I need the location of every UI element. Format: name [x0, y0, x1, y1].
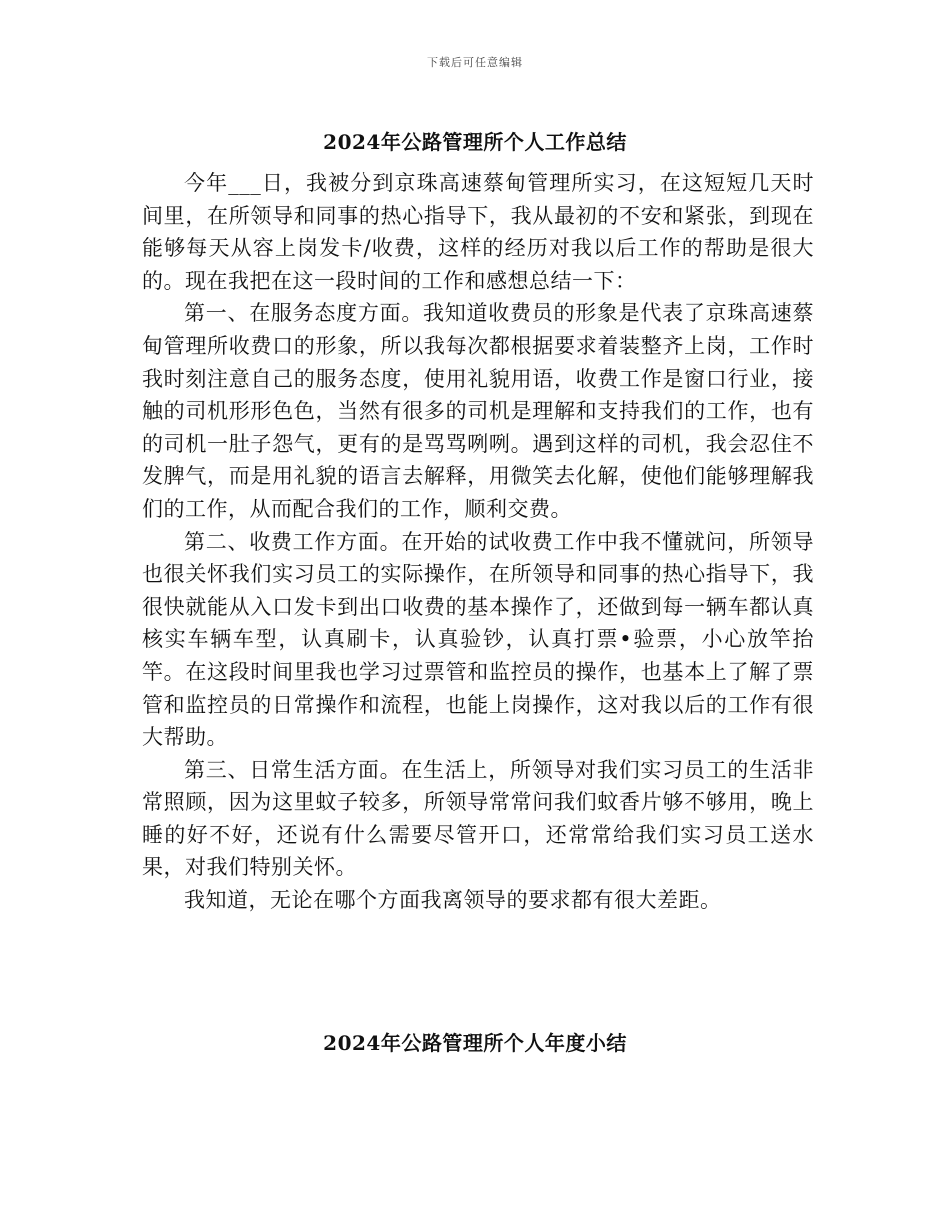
paragraph: 第二、收费工作方面。在开始的试收费工作中我不懂就问，所领导也很关怀我们实习员工的实际操作，在所领导和同事的热心指导下，我很快就能从入口发卡到出口收费的基本操作了，还做到每一辆车都认真核实车辆车型，认真刷卡，认真验钞，认真打票•验票，小心放竿抬竿。在这段时间里我也学习过票管和监控员的操作，也基本上了解了票管和监控员的日常操作和流程，也能上岗操作，这对我以后的工作有很大帮助。 — [142, 529, 814, 750]
header-note: 下载后可任意编辑 — [427, 56, 523, 69]
paragraph: 第三、日常生活方面。在生活上，所领导对我们实习员工的生活非常照顾，因为这里蚊子较多，所领导常常问我们蚊香片够不够用，晚上睡的好不好，还说有什么需要尽管开口，还常常给我们实习员工送水果，对我们特别关怀。 — [142, 757, 814, 880]
paragraph: 我知道，无论在哪个方面我离领导的要求都有很大差距。 — [184, 888, 722, 913]
paragraph: 第一、在服务态度方面。我知道收费员的形象是代表了京珠高速蔡甸管理所收费口的形象，所以我每次都根据要求着装整齐上岗，工作时我时刻注意自己的服务态度，使用礼貌用语，收费工作是窗口行业，接触的司机形形色色，当然有很多的司机是理解和支持我们的工作，也有的司机一肚子怨气，更有的是骂骂咧咧。遇到这样的司机，我会忍住不发脾气，而是用礼貌的语言去解释，用微笑去化解，使他们能够理解我们的工作，从而配合我们的工作，顺利交费。 — [142, 301, 814, 521]
document-title: 2024年公路管理所个人工作总结 — [323, 130, 627, 154]
document-body — [142, 167, 814, 917]
paragraph: 今年___日，我被分到京珠高速蔡甸管理所实习，在这短短几天时间里，在所领导和同事的热心指导下，我从最初的不安和紧张，到现在能够每天从容上岗发卡/收费，这样的经历对我以后工作的帮助是很大的。现在我把在这一段时间的工作和感想总结一下： — [142, 171, 814, 293]
next-section-title: 2024年公路管理所个人年度小结 — [323, 1031, 627, 1055]
